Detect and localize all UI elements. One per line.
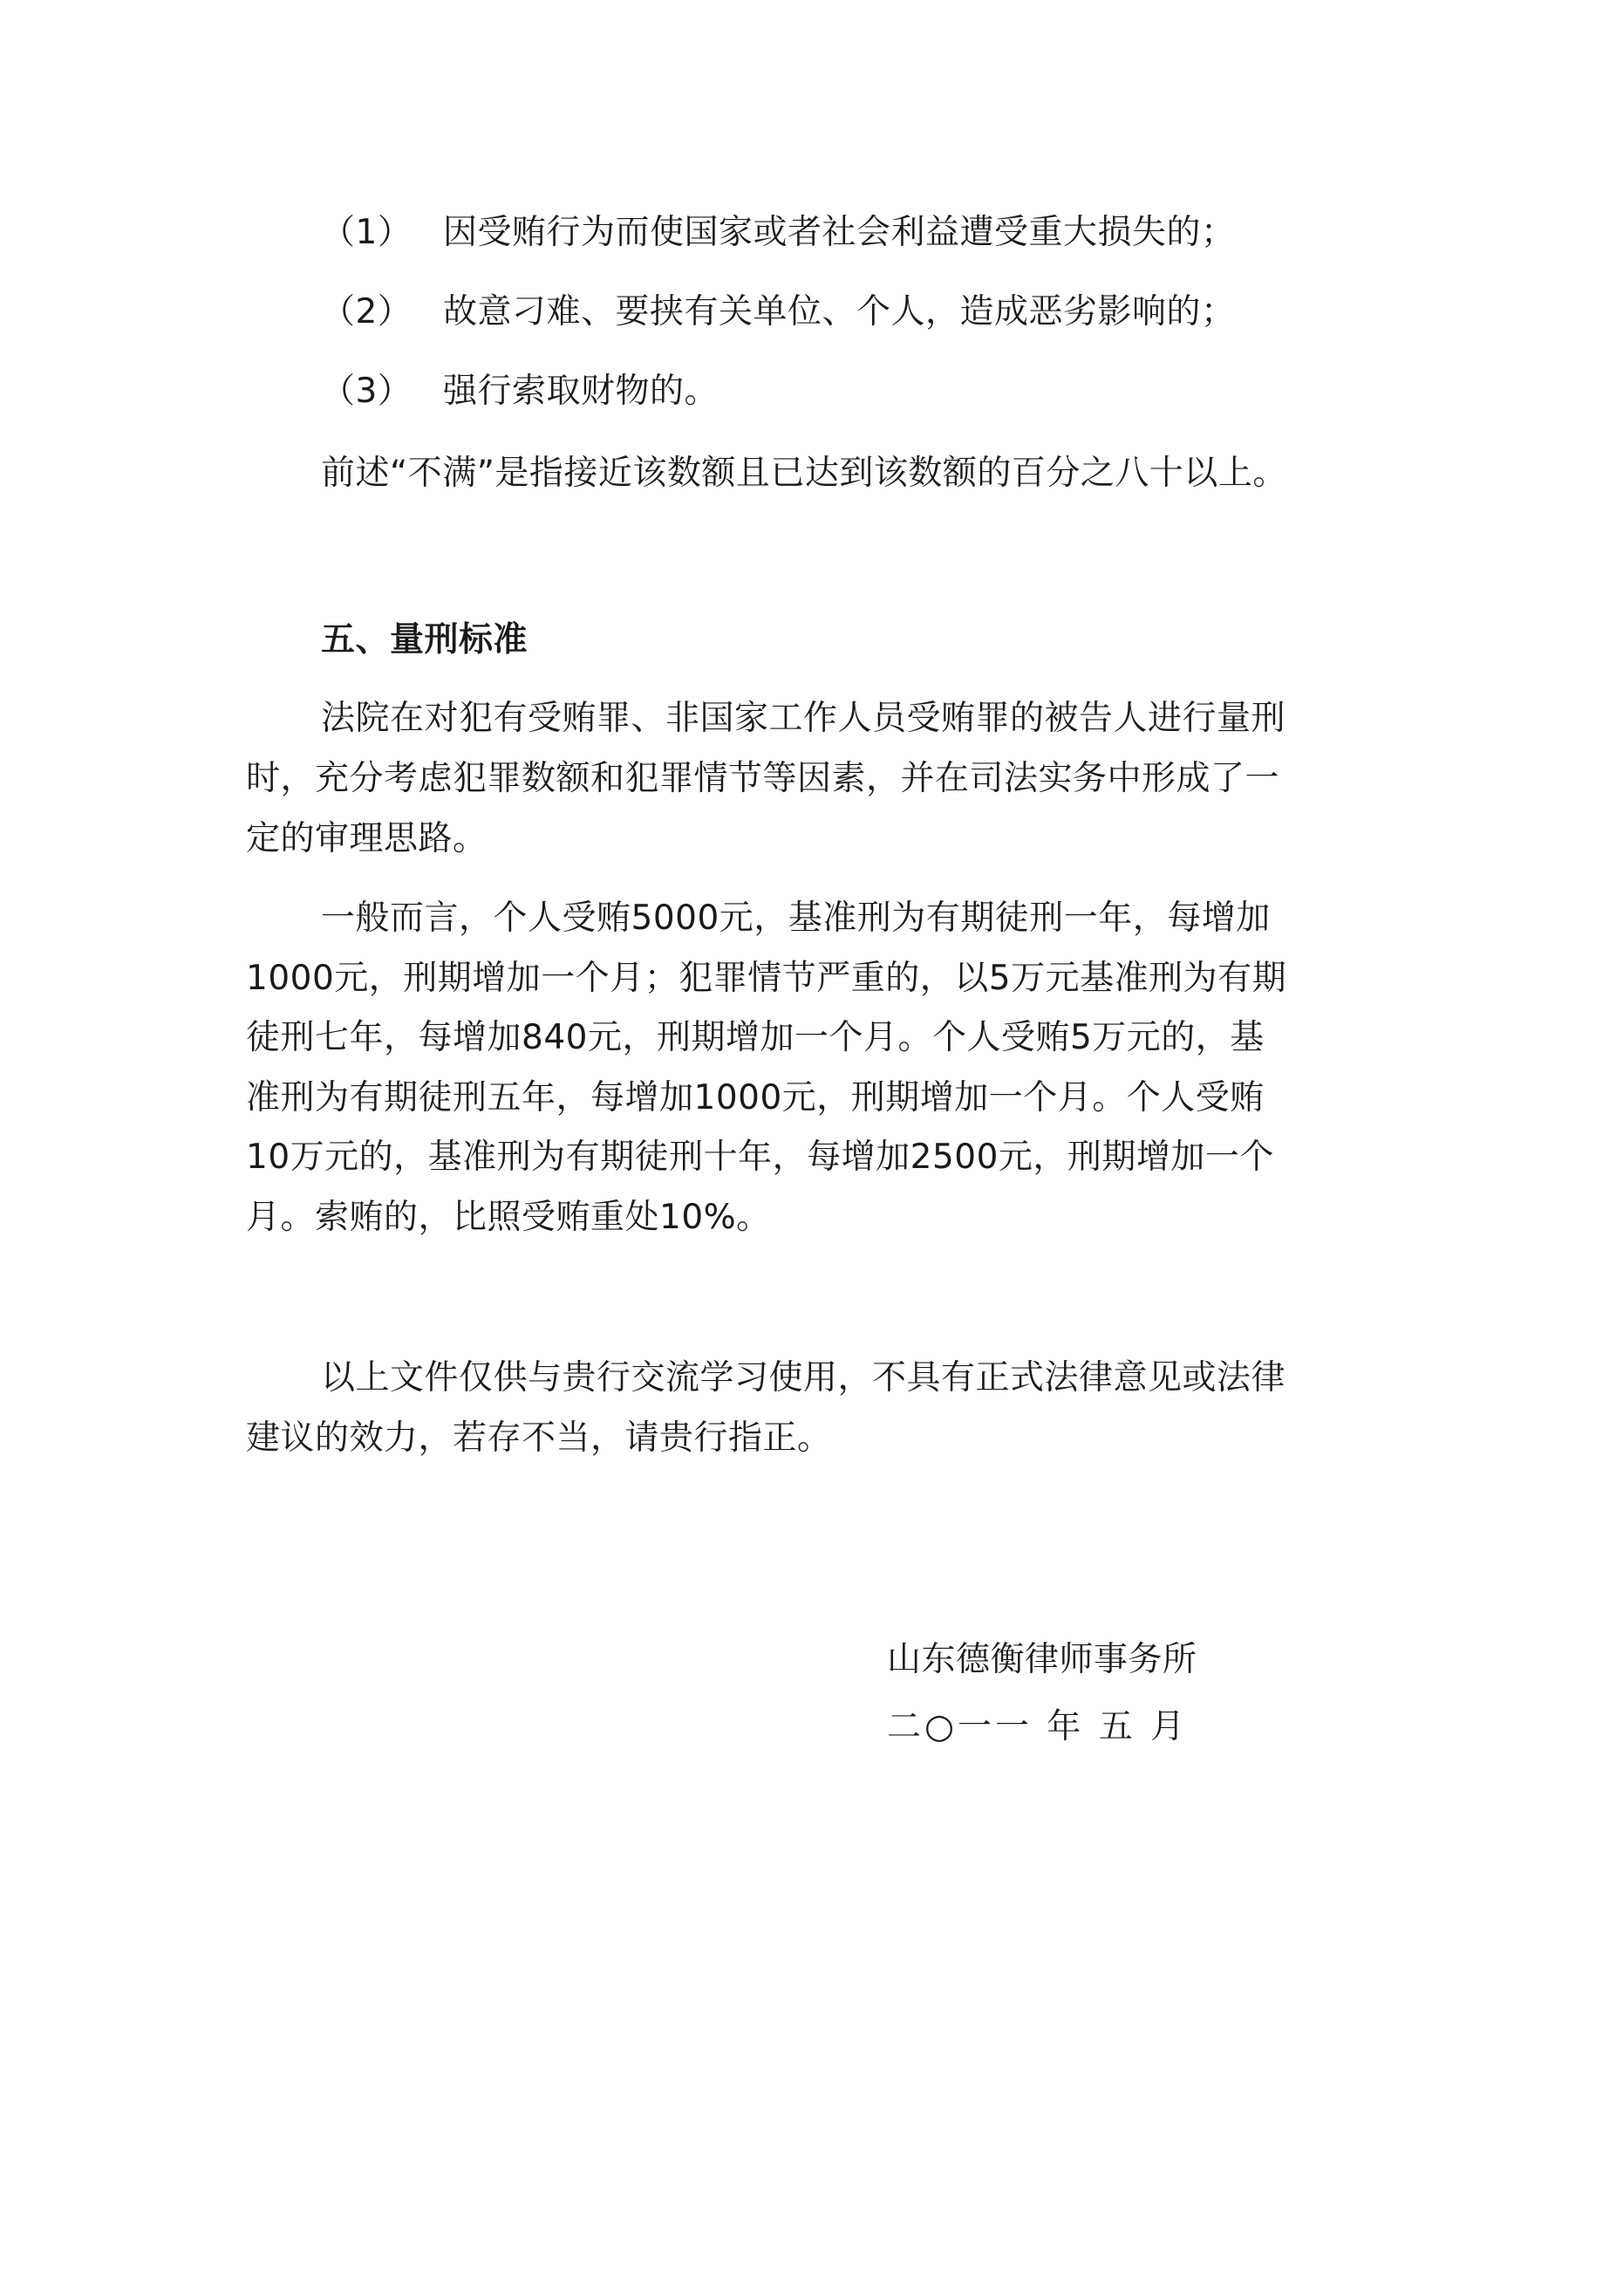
note-paragraph: 前述“不满”是指接近该数额且已达到该数额的百分之八十以上。 bbox=[321, 454, 1287, 493]
paragraph-line: 法院在对犯有受贿罪、非国家工作人员受贿罪的被告人进行量刑 bbox=[321, 699, 1286, 738]
list-item-text: 强行索取财物的。 bbox=[443, 372, 719, 411]
paragraph-line: 一般而言，个人受贿5000元，基准刑为有期徒刑一年，每增加 bbox=[321, 899, 1271, 938]
paragraph-line: 10万元的，基准刑为有期徒刑十年，每增加2500元，刑期增加一个 bbox=[246, 1138, 1274, 1177]
list-item-text: 因受贿行为而使国家或者社会利益遭受重大损失的； bbox=[443, 213, 1236, 252]
list-item-number: （1） bbox=[321, 213, 413, 252]
paragraph-line: 徒刑七年，每增加840元，刑期增加一个月。个人受贿5万元的，基 bbox=[246, 1018, 1265, 1057]
list-item bbox=[321, 371, 719, 413]
signature-firm: 山东德衡律师事务所 bbox=[887, 1640, 1197, 1679]
list-item bbox=[321, 291, 1236, 333]
list-item-number: （3） bbox=[321, 372, 413, 411]
paragraph-line: 准刑为有期徒刑五年，每增加1000元，刑期增加一个月。个人受贿 bbox=[246, 1078, 1265, 1117]
list-item-text: 故意刁难、要挟有关单位、个人，造成恶劣影响的； bbox=[443, 292, 1236, 331]
section-heading: 五、量刑标准 bbox=[321, 620, 528, 659]
paragraph-line: 1000元，刑期增加一个月；犯罪情节严重的，以5万元基准刑为有期 bbox=[246, 959, 1287, 998]
paragraph-line: 以上文件仅供与贵行交流学习使用，不具有正式法律意见或法律 bbox=[321, 1358, 1286, 1397]
paragraph-line: 建议的效力，若存不当，请贵行指正。 bbox=[246, 1418, 832, 1458]
list-item-number: （2） bbox=[321, 292, 413, 331]
signature-date: 二○一一 年 五 月 bbox=[887, 1707, 1189, 1746]
list-item bbox=[321, 212, 1236, 254]
paragraph-line: 定的审理思路。 bbox=[246, 819, 488, 858]
paragraph-line: 时，充分考虑犯罪数额和犯罪情节等因素，并在司法实务中形成了一 bbox=[246, 759, 1280, 798]
paragraph-line: 月。索贿的，比照受贿重处10%。 bbox=[246, 1198, 771, 1237]
